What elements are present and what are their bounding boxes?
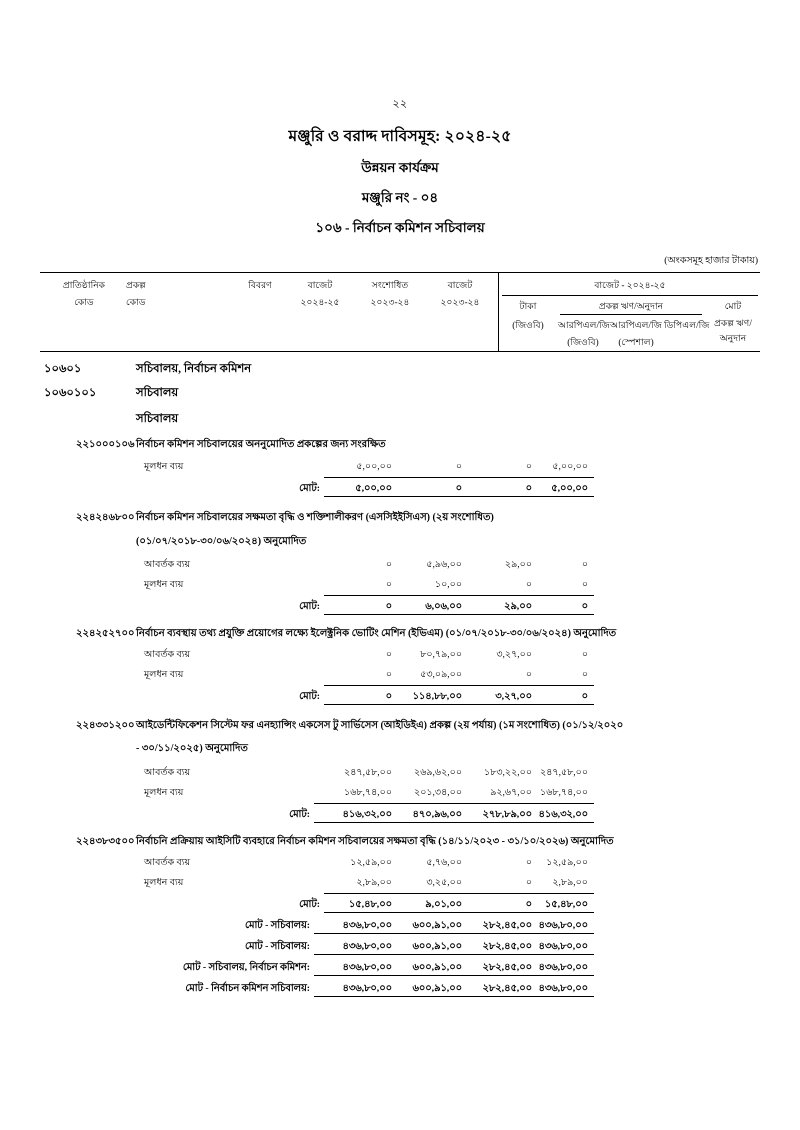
grand-total-row — [40, 977, 760, 998]
grand-total-rule — [314, 954, 594, 955]
grand-total-value: ৪৩৬,৮০,০০ — [538, 920, 588, 931]
header-vertical-separator — [498, 273, 499, 351]
grand-total-value: ৪৩৬,৮০,০০ — [342, 941, 392, 952]
project-subrow — [40, 742, 760, 762]
header-dpa: ডিপিএল/জি — [664, 320, 710, 330]
grand-total-value: ৪৩৬,৮০,০০ — [538, 941, 588, 952]
expense-value: ১২,৫৯,০০ — [546, 858, 588, 868]
expense-value: ১৬৮,৭৪,০০ — [540, 788, 588, 798]
total-row — [40, 892, 760, 914]
expense-value: ৯২,৬৭,০০ — [490, 788, 532, 798]
header-group-project-loan-grant: প্রকল্প ঋণ/অনুদান — [598, 301, 664, 311]
expense-value: ৮০,৭৯,০০ — [420, 650, 462, 660]
header-description: বিবরণ — [248, 280, 272, 290]
total-rule — [324, 496, 594, 497]
total-row — [40, 594, 760, 616]
expense-value: ৩,২৫,০০ — [426, 878, 462, 888]
project-code: ২২১০০০১০৬ — [76, 439, 135, 450]
header-revised-year: ২০২৩-২৪ — [370, 297, 410, 307]
project-description-line2: - ৩০/১১/২০২৫) অনুমোদিত — [136, 743, 248, 754]
project-description-line2: (০১/০৭/২০১৮-৩০/০৬/২০২৪) অনুমোদিত — [136, 536, 307, 547]
grand-total-value: ৬০০,৯১,০০ — [412, 920, 462, 931]
header-institutional-code-line2: কোড — [74, 297, 94, 307]
total-label: মোট: — [299, 691, 320, 702]
expense-label: আবর্তক ব্যয় — [144, 650, 191, 660]
expense-row — [40, 574, 760, 594]
project-row — [40, 616, 760, 644]
expense-value: ২৬৯,৬২,০০ — [414, 768, 462, 778]
grand-total-value: ৪৩৬,৮০,০০ — [342, 983, 392, 994]
project-description: নির্বাচন কমিশন সচিবালয়ের সক্ষমতা বৃদ্ধি ও শক্তিশালীকরণ (এসসিইইসিএস) (২য় সংশোধিত) — [136, 512, 494, 523]
header-budget-2023-24-year: ২০২৩-২৪ — [440, 297, 480, 307]
grand-total-label: মোট - সচিবালয়, নির্বাচন কমিশন: — [182, 962, 310, 973]
grand-total-rule — [314, 975, 594, 976]
expense-value: ১২,৫৯,০০ — [350, 858, 392, 868]
project-row — [40, 706, 760, 742]
header-taka: টাকা — [519, 301, 537, 311]
expense-row — [40, 782, 760, 802]
project-description: নির্বাচন কমিশন সচিবালয়ের অননুমোদিত প্রকল্পের জন্য সংরক্ষিত — [136, 439, 386, 450]
group-code: ১০৬০১ — [44, 363, 82, 375]
grand-total-value: ৪৩৬,৮০,০০ — [538, 962, 588, 973]
grand-total-row — [40, 935, 760, 956]
total-rule — [324, 477, 594, 478]
grand-total-label: মোট - সচিবালয়: — [245, 920, 310, 931]
expense-value: ০ — [581, 580, 588, 590]
grand-total-value: ৬০০,৯১,০০ — [412, 962, 462, 973]
expense-value: ০ — [581, 670, 588, 680]
expense-value: ৫,৯৬,০০ — [426, 560, 462, 570]
title-grants-demands: মঞ্জুরি ও বরাদ্দ দাবিসমূহ: ২০২৪-২৫ — [288, 128, 512, 145]
grand-total-value: ৬০০,৯১,০০ — [412, 941, 462, 952]
project-code: ২২৪৩৩১২০০ — [76, 720, 135, 731]
expense-label: মূলধন ব্যয় — [144, 670, 184, 680]
title-development-program: উন্নয়ন কার্যক্রম — [361, 160, 439, 175]
table-header — [40, 272, 760, 352]
grand-total-value: ৬০০,৯১,০০ — [412, 983, 462, 994]
expense-value: ৩,২৭,০০ — [496, 650, 532, 660]
project-description: নির্বাচনি প্রক্রিয়ায় আইসিটি ব্যবহারে নির্বাচন কমিশন সচিবালয়ের সক্ষমতা বৃদ্ধি (১৪/১১/২০২৩ - ৩১/১০/২০২৬) অনুমোদিত — [136, 836, 614, 847]
project-row — [40, 498, 760, 536]
total-value: ০ — [455, 483, 462, 494]
expense-value: ০ — [385, 560, 392, 570]
total-rule — [324, 685, 594, 686]
expense-row — [40, 762, 760, 782]
header-institutional-code: প্রাতিষ্ঠানিক — [62, 280, 106, 290]
expense-value: ২০১,৩৪,০০ — [414, 788, 462, 798]
project-row — [40, 824, 760, 852]
expense-value: ০ — [581, 560, 588, 570]
expense-value: ১৮৩,২২,০০ — [484, 768, 532, 778]
header-rpa-special-line2: (স্পেশাল) — [618, 337, 654, 347]
total-value: ৪১৬,৩২,০০ — [342, 809, 392, 820]
expense-value: ২৯,০০ — [504, 560, 532, 570]
section-name: সচিবালয় — [136, 413, 179, 425]
expense-label: মূলধন ব্যয় — [144, 462, 184, 472]
project-code: ২২৪৩৮৩৫০০ — [76, 836, 135, 847]
grand-total-value: ৪৩৬,৮০,০০ — [342, 962, 392, 973]
expense-value: ০ — [525, 462, 532, 472]
expense-value: ০ — [455, 462, 462, 472]
total-value: ৩,২৭,০০ — [495, 691, 532, 702]
total-value: ০ — [385, 601, 392, 612]
header-taka-gob: (জিওবি) — [512, 320, 544, 330]
grand-total-rule — [314, 996, 594, 997]
expense-value: ০ — [385, 670, 392, 680]
page-sheet — [40, 40, 760, 1090]
total-row — [40, 684, 760, 706]
expense-label: আবর্তক ব্যয় — [144, 560, 191, 570]
expense-value: ০ — [525, 670, 532, 680]
total-value: ৫,০০,০০ — [551, 483, 588, 494]
total-value: ০ — [385, 691, 392, 702]
total-value: ৫,০০,০০ — [355, 483, 392, 494]
expense-value: ০ — [581, 650, 588, 660]
total-value: ৪৭০,৯৬,০০ — [412, 809, 462, 820]
header-project-code: প্রকল্প — [126, 280, 146, 290]
total-rule — [324, 704, 594, 705]
expense-label: মূলধন ব্যয় — [144, 788, 184, 798]
total-label: মোট: — [299, 601, 320, 612]
expense-row — [40, 852, 760, 872]
title-ministry: ১০৬ - নির্বাচন কমিশন সচিবালয় — [315, 220, 485, 235]
total-label: মোট: — [299, 483, 320, 494]
header-budget-2023-24: বাজেট — [447, 280, 473, 290]
grand-total-rule — [314, 933, 594, 934]
total-value: ০ — [525, 483, 532, 494]
header-total-line3: অনুদান — [719, 333, 747, 343]
header-total-line2: প্রকল্প ঋণ/ — [714, 318, 752, 328]
project-description: নির্বাচন ব্যবস্থায় তথ্য প্রযুক্তি প্রয়োগের লক্ষ্যে ইলেক্ট্রনিক ভোটিং মেশিন (ইভিএম) (০১/০৭/২০১৮-৩০/০৬/২০২৪) অনুমোদিত — [136, 628, 617, 639]
total-rule — [324, 912, 594, 913]
expense-value: ৫,০০,০০ — [552, 462, 588, 472]
grand-total-label: মোট - নির্বাচন কমিশন সচিবালয়: — [185, 983, 310, 994]
header-revised: সংশোধিত — [371, 280, 409, 290]
header-total: মোট — [724, 301, 742, 311]
page-number: ২২ — [392, 98, 408, 110]
project-code: ২২৪২৫২৭০০ — [76, 628, 135, 639]
header-rule-loan-group — [560, 314, 702, 315]
header-rpa-gob: আরপিএল/জি — [558, 320, 610, 330]
project-code: ২২৪২৪৬৮০০ — [76, 512, 135, 523]
table-row — [40, 352, 760, 382]
expense-value: ০ — [525, 580, 532, 590]
header-budget-2024-25: বাজেট — [307, 280, 333, 290]
total-row — [40, 476, 760, 498]
total-rule — [324, 614, 594, 615]
expense-value: ২৪৭,৫৮,০০ — [540, 768, 588, 778]
table-row — [40, 382, 760, 404]
title-grant-number: মঞ্জুরি নং - ০৪ — [361, 190, 439, 205]
grand-total-row — [40, 914, 760, 935]
total-label: মোট: — [289, 809, 310, 820]
expense-label: মূলধন ব্যয় — [144, 580, 184, 590]
grand-total-value: ২৮২,৪৫,০০ — [482, 962, 532, 973]
header-budget-2024-25-year: ২০২৪-২৫ — [300, 297, 340, 307]
expense-row — [40, 644, 760, 664]
total-value: ৯,০১,০০ — [425, 899, 462, 910]
total-value: ২৭৮,৮৯,০০ — [482, 809, 532, 820]
total-value: ০ — [581, 691, 588, 702]
expense-value: ৫৩,০৯,০০ — [420, 670, 462, 680]
expense-label: আবর্তক ব্যয় — [144, 858, 191, 868]
expense-value: ০ — [385, 580, 392, 590]
table-row — [40, 404, 760, 432]
expense-value: ২,৮৯,০০ — [552, 878, 588, 888]
project-description: আইডেন্টিফিকেশন সিস্টেম ফর এনহ্যান্সিং একসেস টু সার্ভিসেস (আইডিইএ) প্রকল্প (২য় পর্যায়) (১ম সংশোধিত) (০১/১২/২০২০ — [136, 720, 624, 731]
header-rpa-special: আরপিএল/জি — [610, 320, 662, 330]
grand-total-label: মোট - সচিবালয়: — [245, 941, 310, 952]
grand-total-value: ৪৩৬,৮০,০০ — [342, 920, 392, 931]
total-value: ৬,০৬,০০ — [425, 601, 462, 612]
expense-value: ১৬৮,৭৪,০০ — [344, 788, 392, 798]
total-value: ১৫,৪৮,০০ — [544, 899, 588, 910]
total-rule — [314, 822, 594, 823]
header-project-code-line2: কোড — [126, 297, 146, 307]
total-value: ০ — [581, 601, 588, 612]
document-titles — [40, 124, 760, 240]
expense-row — [40, 872, 760, 892]
total-value: ২৯,০০ — [504, 601, 532, 612]
total-value: ৪১৬,৩২,০০ — [538, 809, 588, 820]
expense-value: ১০,০০ — [434, 580, 462, 590]
total-label: মোট: — [299, 899, 320, 910]
total-value: ০ — [525, 899, 532, 910]
expense-row — [40, 554, 760, 574]
expense-value: ০ — [385, 650, 392, 660]
total-rule — [314, 803, 594, 804]
expense-value: ০ — [525, 878, 532, 888]
subgroup-code: ১০৬০১০১ — [44, 387, 97, 399]
grand-total-value: ২৮২,৪৫,০০ — [482, 983, 532, 994]
project-row — [40, 432, 760, 456]
grand-total-row — [40, 956, 760, 977]
expense-value: ২,৮৯,০০ — [356, 878, 392, 888]
total-value: ১১৪,৮৮,০০ — [412, 691, 462, 702]
subgroup-name: সচিবালয় — [136, 387, 179, 399]
header-rule-budget-group — [502, 295, 758, 296]
grand-total-value: ৪৩৬,৮০,০০ — [538, 983, 588, 994]
total-rule — [324, 893, 594, 894]
total-rule — [324, 595, 594, 596]
header-group-budget-2024-25: বাজেট - ২০২৪-২৫ — [594, 280, 666, 290]
grand-total-value: ২৮২,৪৫,০০ — [482, 920, 532, 931]
expense-row — [40, 664, 760, 684]
group-name: সচিবালয়, নির্বাচন কমিশন — [136, 363, 252, 375]
expense-value: ৫,৭৬,০০ — [426, 858, 462, 868]
table-body — [40, 352, 760, 998]
total-value: ১৫,৪৮,০০ — [348, 899, 392, 910]
total-row — [40, 802, 760, 824]
expense-label: আবর্তক ব্যয় — [144, 768, 191, 778]
expense-value: ০ — [525, 858, 532, 868]
expense-value: ৫,০০,০০ — [356, 462, 392, 472]
expense-value: ২৪৭,৫৮,০০ — [344, 768, 392, 778]
header-rpa-gob-line2: (জিওবি) — [567, 337, 599, 347]
grand-total-value: ২৮২,৪৫,০০ — [482, 941, 532, 952]
project-subrow — [40, 536, 760, 554]
expense-row — [40, 456, 760, 476]
expense-label: মূলধন ব্যয় — [144, 878, 184, 888]
unit-note: (অংকসমূহ হাজার টাকায়) — [664, 256, 758, 266]
